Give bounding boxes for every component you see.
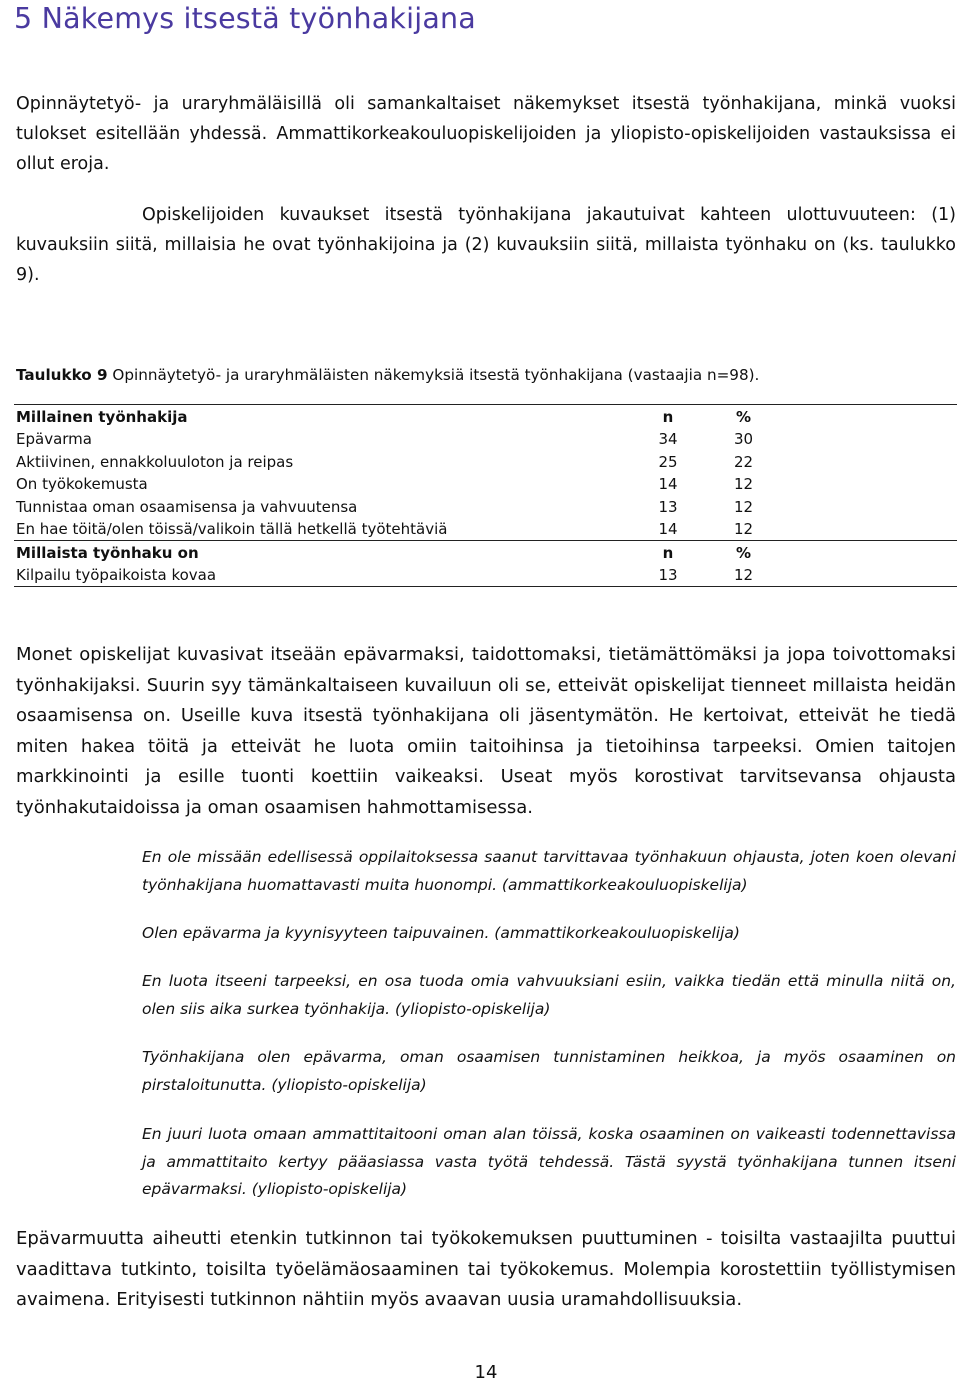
table-section-header-n: n — [636, 541, 698, 564]
table-cell-n: 13 — [636, 564, 698, 587]
table-row — [14, 495, 957, 518]
intro-paragraph-2: Opiskelijoiden kuvaukset itsestä työnhakijana jakautuivat kahteen ulottuvuuteen: (1) kuvauksiin siitä, millaisia he ovat työnhakijoina ja (2) kuvauksiin siitä, millaista työnhaku on (ks. taulukko 9). — [16, 205, 956, 285]
discussion-paragraph: Monet opiskelijat kuvasivat itseään epävarmaksi, taidottomaksi, tietämättömäksi ja jopa toivottomaksi työnhakijaksi. Suurin syy tämänkaltaiseen kuvailuun oli se, etteivät opiskelijat tienneet millaista heidän osaamisensa on. Useille kuva itsestä työnhakijana oli jäsentymätön. He kertoivat, etteivät he tiedä miten hakea töitä ja etteivät he luota omiin taitoihinsa ja tietoihinsa tarpeeksi. Omien taitojen markkinointi ja esille tuonti koettiin vaikeaksi. Useat myös korostivat tarvitsevansa ohjausta työnhakutaidoissa ja oman osaamisen hahmottamisessa. — [16, 644, 956, 818]
table-cell-pct: 22 — [733, 452, 754, 471]
table-cell-label: En hae töitä/olen töissä/valikoin tällä hetkellä työtehtäviä — [16, 520, 448, 538]
table-section-header-pct: % — [698, 541, 957, 564]
table-caption — [16, 364, 759, 386]
table-cell-n: 14 — [658, 520, 678, 538]
table-section-header-row — [14, 541, 957, 564]
quote-3: En luota itseeni tarpeeksi, en osa tuoda omia vahvuuksiani esiin, vaikka tiedän että minulla niitä on, olen siis aika surkea työnhakija. (yliopisto-opiskelija) — [142, 972, 956, 1018]
table-section-header-label: Millaista työnhaku on — [14, 541, 636, 564]
quote-2: Olen epävarma ja kyynisyyteen taipuvainen. (ammattikorkeakouluopiskelija) — [142, 924, 740, 942]
table-cell-n: 13 — [658, 497, 678, 516]
table-cell-label: Epävarma — [16, 430, 92, 448]
section-heading: 5 Näkemys itsestä työnhakijana — [14, 2, 476, 35]
table-cell-label: Tunnistaa oman osaamisensa ja vahvuutensa — [16, 497, 358, 516]
table-cell-n: 34 — [658, 430, 678, 448]
table-row — [14, 473, 957, 496]
table-header-row — [14, 405, 957, 428]
table-cell-label: Aktiivinen, ennakkoluuloton ja reipas — [16, 452, 294, 471]
table-cell-pct: 12 — [733, 497, 754, 516]
table-cell-pct: 12 — [733, 520, 754, 538]
table-caption-text: Opinnäytetyö- ja uraryhmäläisten näkemyksiä itsestä työnhakijana (vastaajia n=98). — [107, 366, 760, 384]
quote-4: Työnhakijana olen epävarma, oman osaamisen tunnistaminen heikkoa, ja myös osaaminen on pirstaloitunutta. (yliopisto-opiskelija) — [142, 1048, 956, 1094]
table-cell-label: On työkokemusta — [16, 475, 148, 493]
table-header-n: n — [636, 405, 698, 428]
table-cell-n: 25 — [658, 452, 678, 471]
closing-paragraph: Epävarmuutta aiheutti etenkin tutkinnon tai työkokemuksen puuttuminen - toisilta vastaajilta puuttui vaadittava tutkinto, toisilta työelämäosaaminen tai työkokemus. Molempia korostettiin työllistymisen avaimena. Erityisesti tutkinnon nähtiin myös avaavan uusia uramahdollisuuksia. — [16, 1228, 956, 1310]
table-header-label: Millainen työnhakija — [14, 405, 636, 428]
table-cell-pct: 12 — [698, 564, 957, 587]
quote-5: En juuri luota omaan ammattitaitooni oman alan töissä, koska osaaminen on vaikeasti todennettavissa ja ammattitaito kertyy pääasiassa vasta työtä tehdessä. Tästä syystä työnhakijana tunnen itseni epävarmaksi. (yliopisto-opiskelija) — [142, 1125, 956, 1198]
quote-1: En ole missään edellisessä oppilaitoksessa saanut tarvittavaa työnhakuun ohjausta, joten koen olevani työnhakijana huomattavasti muita huonompi. (ammattikorkeakouluopiskelija) — [142, 848, 956, 894]
table-cell-n: 14 — [658, 475, 678, 493]
table-cell-pct: 12 — [733, 475, 754, 493]
table-caption-label: Taulukko 9 — [16, 366, 108, 384]
table-row — [14, 428, 957, 451]
table-header-pct: % — [698, 405, 957, 428]
table-row — [14, 518, 957, 541]
page-number: 14 — [474, 1362, 498, 1383]
table-cell-label: Kilpailu työpaikoista kovaa — [14, 564, 636, 587]
results-table — [14, 404, 957, 587]
table-row — [14, 564, 957, 587]
table-row — [14, 450, 957, 473]
intro-paragraph-1: Opinnäytetyö- ja uraryhmäläisillä oli samankaltaiset näkemykset itsestä työnhakijana, minkä vuoksi tulokset esitellään yhdessä. Ammattikorkeakouluopiskelijoiden ja yliopisto-opiskelijoiden vastauksissa ei ollut eroja. — [16, 94, 956, 174]
table-cell-pct: 30 — [733, 430, 754, 448]
